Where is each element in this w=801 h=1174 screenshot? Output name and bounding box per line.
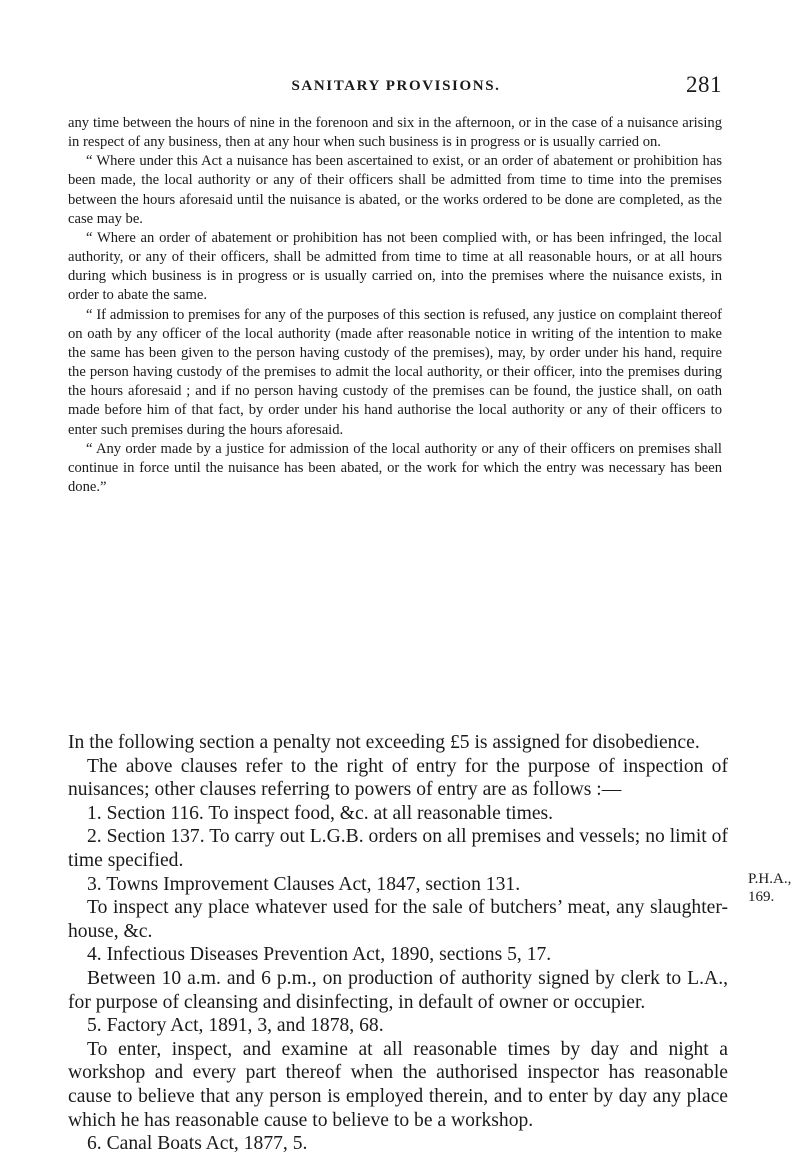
list-item-body: To inspect any place whatever used for the sale of butchers’ meat, any slaughter-house, &c. xyxy=(68,897,728,942)
list-item-body: Between 10 a.m. and 6 p.m., on production of authority signed by clerk to L.A., for purpose of cleansing and disinfecting, in default of owner or occupier. xyxy=(68,967,728,1013)
body-paragraph: In the following section a penalty not exceeding £5 is assigned for disobedience. xyxy=(68,732,700,753)
quote-paragraph: “ If admission to premises for any of the purposes of this section is refused, any justice on complaint thereof on oath by any officer of the local authority (made after reasonable notice in writing of the intention to make the same has been given to the person having custody of the premises), may, by order under his hand, require the person having custody of the premises to admit the local authority, or their officer, into the premises during the hours aforesaid ; and if no person having custody of the premises can be found, the justice shall, on oath made before him of that fact, by order under his hand authorise the local authority or any of their officers to enter such premises during the hours aforesaid. xyxy=(68,306,722,438)
marginal-note xyxy=(748,870,791,906)
marginal-note-line: P.H.A., xyxy=(748,871,792,887)
list-item-heading: 3. Towns Improvement Clauses Act, 1847, section 131. xyxy=(87,873,521,895)
quote-paragraph: any time between the hours of nine in the forenoon and six in the afternoon, or in the case of a nuisance arising in respect of any business, then at any hour when such business is in progress or is usually carried on. xyxy=(68,115,722,151)
main-text xyxy=(68,731,728,1156)
marginal-note-line: 169. xyxy=(748,889,775,905)
list-item-heading: 4. Infectious Diseases Prevention Act, 1890, sections 5, 17. xyxy=(87,944,552,966)
body-paragraph: The above clauses refer to the right of entry for the purpose of inspection of nuisances; other clauses referring to powers of entry are as follows :— xyxy=(68,755,728,801)
quote-paragraph: “ Where an order of abatement or prohibition has not been complied with, or has been infringed, the local authority, or any of their officers, shall be admitted from time to time at all reasonable hours, or at all hours during which business is in progress or is usually carried on, into the premises where the nuisance exists, in order to abate the same. xyxy=(68,229,722,304)
quote-paragraph: “ Any order made by a justice for admission of the local authority or any of their officers on premises shall continue in force until the nuisance has been abated, or the work for which the entry was necessary has been done.” xyxy=(68,440,722,495)
list-item: 1. Section 116. To inspect food, &c. at all reasonable times. xyxy=(87,802,554,824)
list-item-body: To enter, inspect, and examine at all reasonable times by day and night a workshop and every part thereof when the authorised inspector has reasonable cause to believe that any person is employed therein, and to enter by day any place which he has reasonable cause to believe to be a workshop. xyxy=(68,1038,728,1131)
list-item-heading: 5. Factory Act, 1891, 3, and 1878, 68. xyxy=(87,1015,384,1037)
list-item-heading: 6. Canal Boats Act, 1877, 5. xyxy=(87,1133,308,1155)
list-item: 2. Section 137. To carry out L.G.B. orders on all premises and vessels; no limit of time specified. xyxy=(68,826,728,871)
quoted-statute-text xyxy=(68,114,722,497)
quote-paragraph: “ Where under this Act a nuisance has been ascertained to exist, or an order of abatement or prohibition has been made, the local authority or any of their officers shall be admitted from time to time into the premises between the hours aforesaid until the nuisance is abated, or the works ordered to be done are completed, as the case may be. xyxy=(68,153,722,227)
running-head xyxy=(70,72,722,102)
running-title: SANITARY PROVISIONS. xyxy=(291,78,501,94)
page-number: 281 xyxy=(686,72,722,97)
